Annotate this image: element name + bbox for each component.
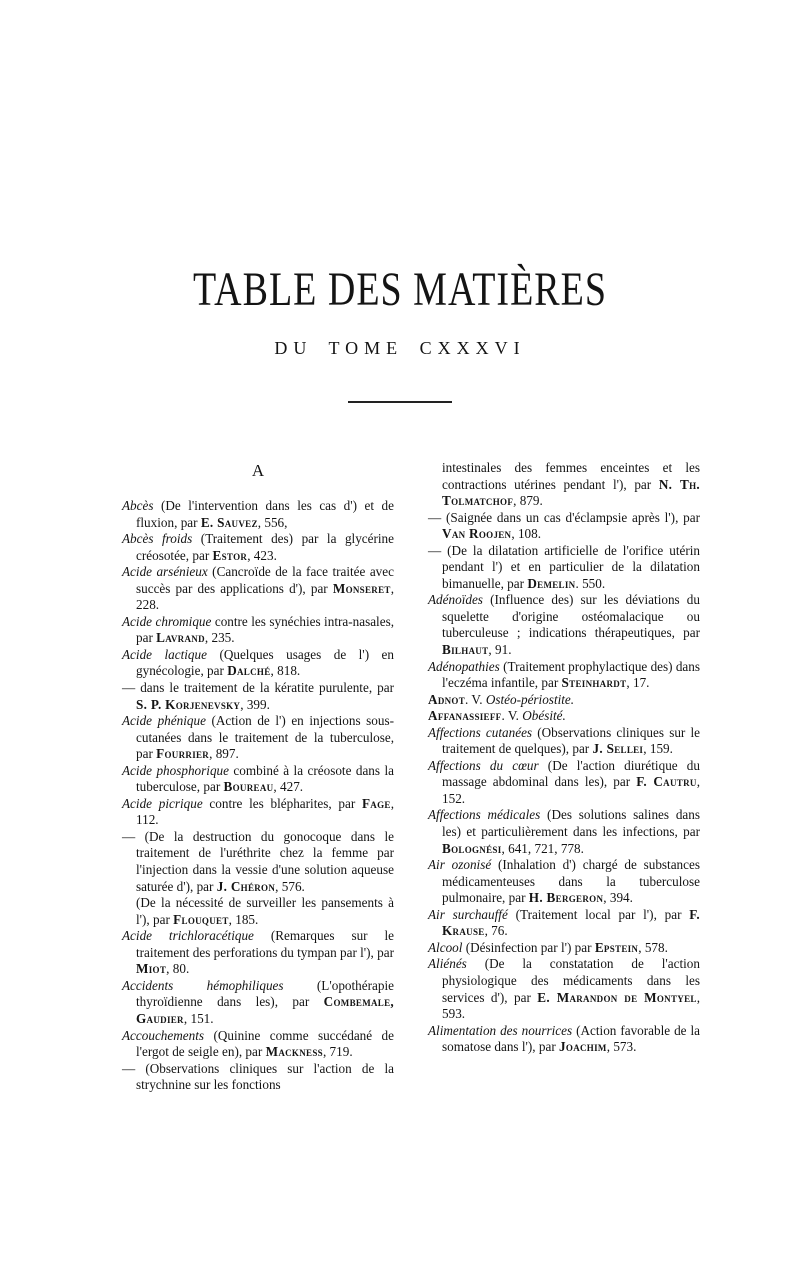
- entry-description: — (Observations cliniques sur l'action de la strychnine sur les fonctions: [122, 1060, 394, 1093]
- entry-description: (Action favorable de la somatose dans l'), par: [442, 1022, 700, 1055]
- entry-page-ref: , 818.: [270, 663, 301, 679]
- entry-term: Acide arsénieux: [122, 564, 208, 580]
- letter-heading: A: [251, 461, 265, 480]
- entry-term: Accouchements: [122, 1027, 205, 1043]
- entry-author: Demelin: [527, 575, 576, 591]
- entry-term: Abcès froids: [122, 531, 193, 547]
- entry-description: (Influence des) sur les déviations du squelette d'origine ostéomalacique ou tuberculeuse ; indications thérapeutiques, par: [442, 592, 700, 641]
- entry-author: Combemale, Gaudier: [136, 994, 394, 1026]
- entry-author: Epstein: [594, 939, 639, 955]
- index-entry: [122, 895, 394, 928]
- entry-term: Alimentation des nourrices: [428, 1022, 573, 1038]
- entry-page-ref: , 151.: [183, 1010, 214, 1026]
- entry-author: Adnot: [428, 691, 466, 707]
- entry-term: Affections du cœur: [428, 757, 539, 773]
- index-entry: [122, 796, 394, 829]
- entry-term: Affections médicales: [428, 807, 541, 823]
- entry-author: S. P. Korjenevsky: [136, 696, 241, 712]
- index-entry: [428, 543, 700, 593]
- entry-author: F. Krause: [442, 906, 700, 939]
- entry-description: (De la nécessité de surveiller les pansements à l'), par: [136, 895, 394, 927]
- entry-term: Acide phénique: [122, 713, 206, 729]
- entry-term: Acide lactique: [122, 646, 207, 662]
- index-entry: [428, 460, 700, 510]
- entry-description: (Cancroïde de la face traitée avec succès par des applications d'), par: [136, 564, 394, 596]
- entry-term: Acide phosphorique: [122, 762, 229, 778]
- page-title: TABLE DES MATIÈRES: [193, 263, 607, 317]
- entry-description: (Traitement des) par la glycérine créosotée, par: [136, 531, 394, 563]
- entry-author: Fage: [361, 795, 391, 811]
- entry-author: Boureau: [223, 779, 274, 795]
- index-entry: [122, 928, 394, 978]
- entry-description: combiné à la créosote dans la tuberculose, par: [136, 762, 394, 795]
- entry-page-ref: , 427.: [273, 779, 304, 795]
- entry-page-ref: , 112.: [136, 795, 395, 828]
- entry-author: Fourrier: [156, 746, 210, 762]
- index-entry: [122, 498, 394, 531]
- index-entry: [428, 510, 700, 543]
- entry-page-ref: , 152.: [442, 774, 700, 806]
- entry-page-ref: , 641, 721, 778.: [501, 840, 584, 856]
- entry-term: Aliénés: [428, 956, 467, 972]
- index-entry: [122, 1028, 394, 1061]
- entry-term: Adénopathies: [428, 658, 500, 674]
- index-entry: [428, 708, 700, 725]
- index-entry: [122, 1061, 394, 1094]
- index-entry: [428, 857, 700, 907]
- entry-page-ref: , 394.: [603, 890, 633, 906]
- entry-page-ref: , 159.: [643, 741, 673, 757]
- entry-term: Air ozonisé: [428, 857, 492, 873]
- entry-author: Dalché: [227, 663, 271, 679]
- entry-description: (Des solutions salines dans les) et particulièrement dans les infections, par: [442, 807, 700, 840]
- entry-description: (Traitement local par l'), par: [507, 906, 690, 922]
- index-entry: [428, 807, 700, 857]
- entry-author: J. Chéron: [216, 878, 276, 894]
- entry-page-ref: , 719.: [322, 1044, 353, 1060]
- entry-description: (Quelques usages de l') en gynécologie, par: [136, 646, 394, 679]
- entry-term: Air surchauffé: [428, 906, 508, 922]
- index-entry: [122, 978, 394, 1028]
- entry-author: J. Sellei: [592, 741, 644, 757]
- entry-page-ref: , 76.: [484, 923, 508, 939]
- entry-description: contre les synéchies intra-nasales, par: [136, 613, 394, 646]
- entry-author: Affanassieff: [428, 708, 502, 724]
- entry-description: (De la constatation de l'action physiologique des médicaments dans les services d'), par: [442, 956, 700, 1005]
- entry-author: Flouquet: [173, 911, 229, 927]
- entry-description: — dans le traitement de la kératite purulente, par: [122, 680, 394, 696]
- entry-term: Adénoïdes: [428, 592, 483, 608]
- entry-author: Monseret: [332, 580, 391, 596]
- entry-author: H. Bergeron: [528, 890, 604, 906]
- entry-term: Acide picrique: [122, 795, 203, 811]
- entry-page-ref: , 17.: [626, 675, 650, 691]
- entry-author: F. Cautru: [636, 774, 697, 790]
- entry-page-ref: , 573.: [606, 1039, 637, 1055]
- entry-page-ref: . 550.: [575, 575, 606, 591]
- entry-page-ref: , 399.: [240, 696, 270, 712]
- entry-see-also: Ostéo-périostite.: [485, 691, 575, 707]
- entry-description: intestinales des femmes enceintes et les contractions utérines pendant l'), par: [442, 460, 700, 492]
- entry-author: E. Marandon de Montyel: [537, 989, 697, 1005]
- volume-subtitle: DU TOME CXXXVI: [274, 338, 526, 358]
- entry-author: Bolognési: [442, 840, 502, 856]
- index-entry: [122, 763, 394, 796]
- entry-page-ref: , 879.: [513, 493, 543, 509]
- entry-list-left: [122, 498, 394, 1094]
- entry-term: Abcès: [122, 498, 154, 513]
- entry-page-ref: , 108.: [511, 526, 542, 542]
- index-entry: [428, 592, 700, 658]
- entry-see-also: Obésité.: [522, 708, 566, 724]
- entry-page-ref: , 91.: [488, 642, 512, 658]
- entry-author: N. Th. Tolmatchof: [442, 476, 700, 509]
- entry-list-right: [428, 460, 700, 1056]
- entry-description: contre les blépharites, par: [202, 795, 362, 811]
- entry-description: (Inhalation d') chargé de substances médicamenteuses dans la tuberculose pulmonaire, par: [442, 857, 700, 906]
- entry-page-ref: , 228.: [136, 580, 394, 613]
- entry-author: Estor: [212, 547, 248, 563]
- entry-page-ref: , 578.: [638, 939, 668, 955]
- index-entry: [122, 614, 394, 647]
- entry-page-ref: , 423.: [247, 547, 277, 563]
- title-rule: [348, 401, 452, 403]
- entry-page-ref: , 235.: [204, 630, 235, 646]
- entry-description: (Traitement prophylactique des) dans l'eczéma infantile, par: [442, 658, 701, 691]
- entry-description: (Quinine comme succédané de l'ergot de seigle en), par: [136, 1027, 394, 1060]
- entry-author: Joachim: [559, 1039, 607, 1055]
- entry-description: (Désinfection par l') par: [462, 939, 595, 955]
- index-entry: [428, 956, 700, 1022]
- entry-term: Acide trichloracétique: [122, 928, 254, 944]
- entry-page-ref: , 185.: [228, 911, 259, 927]
- entry-term: Affections cutanées: [428, 724, 533, 740]
- entry-description: (De l'action diurétique du massage abdominal dans les), par: [442, 757, 700, 790]
- index-entry: [122, 680, 394, 713]
- entry-page-ref: , 897.: [209, 746, 239, 762]
- entry-description: (Remarques sur le traitement des perforations du tympan par l'), par: [136, 928, 394, 960]
- entry-author: Miot: [136, 961, 167, 977]
- entry-author: Steinhardt: [561, 675, 627, 691]
- entry-description: (Action de l') en injections sous-cutanées dans le traitement de la tuberculose, par: [136, 713, 394, 762]
- entry-author: Lavrand: [156, 630, 205, 646]
- index-entry: [122, 564, 394, 614]
- entry-term: Acide chromique: [122, 613, 212, 629]
- index-entry: [122, 647, 394, 680]
- entry-page-ref: , 593.: [442, 989, 700, 1022]
- index-column-left: [122, 462, 394, 1094]
- entry-page-ref: , 80.: [166, 961, 190, 977]
- index-entry: [428, 907, 700, 940]
- entry-page-ref: . V.: [465, 691, 486, 707]
- index-entry: [122, 713, 394, 763]
- entry-page-ref: , 556,: [257, 514, 288, 530]
- entry-author: Van Roojen: [442, 526, 512, 542]
- entry-term: Accidents hémophiliques: [122, 977, 284, 993]
- entry-author: Mackness: [265, 1044, 323, 1060]
- entry-description: — (De la dilatation artificielle de l'orifice utérin pendant l') et en particulier de la dilatation bimanuelle, par: [428, 542, 700, 591]
- index-column-right: [428, 460, 700, 1056]
- entry-page-ref: , 576.: [275, 878, 305, 894]
- index-entry: [122, 829, 394, 895]
- index-entry: [428, 1023, 700, 1056]
- entry-description: (L'opothérapie thyroïdienne dans les), par: [136, 977, 394, 1010]
- index-entry: [428, 659, 700, 692]
- index-entry: [428, 692, 700, 709]
- entry-description: — (Saignée dans un cas d'éclampsie après l'), par: [428, 509, 700, 525]
- index-entry: [122, 531, 394, 564]
- entry-description: — (De la destruction du gonocoque dans le traitement de l'uréthrite chez la femme par l'injection dans la vessie d'une solution aqueuse saturée d'), par: [122, 828, 394, 894]
- entry-author: E. Sauvez: [200, 514, 258, 530]
- entry-description: (Observations cliniques sur le traitement de quelques), par: [442, 724, 701, 757]
- entry-term: Alcool: [428, 939, 463, 955]
- index-entry: [428, 940, 700, 957]
- entry-description: (De l'intervention dans les cas d') et de fluxion, par: [136, 498, 394, 530]
- index-entry: [428, 725, 700, 758]
- entry-author: Bilhaut: [442, 642, 489, 658]
- index-entry: [428, 758, 700, 808]
- entry-page-ref: . V.: [501, 708, 523, 724]
